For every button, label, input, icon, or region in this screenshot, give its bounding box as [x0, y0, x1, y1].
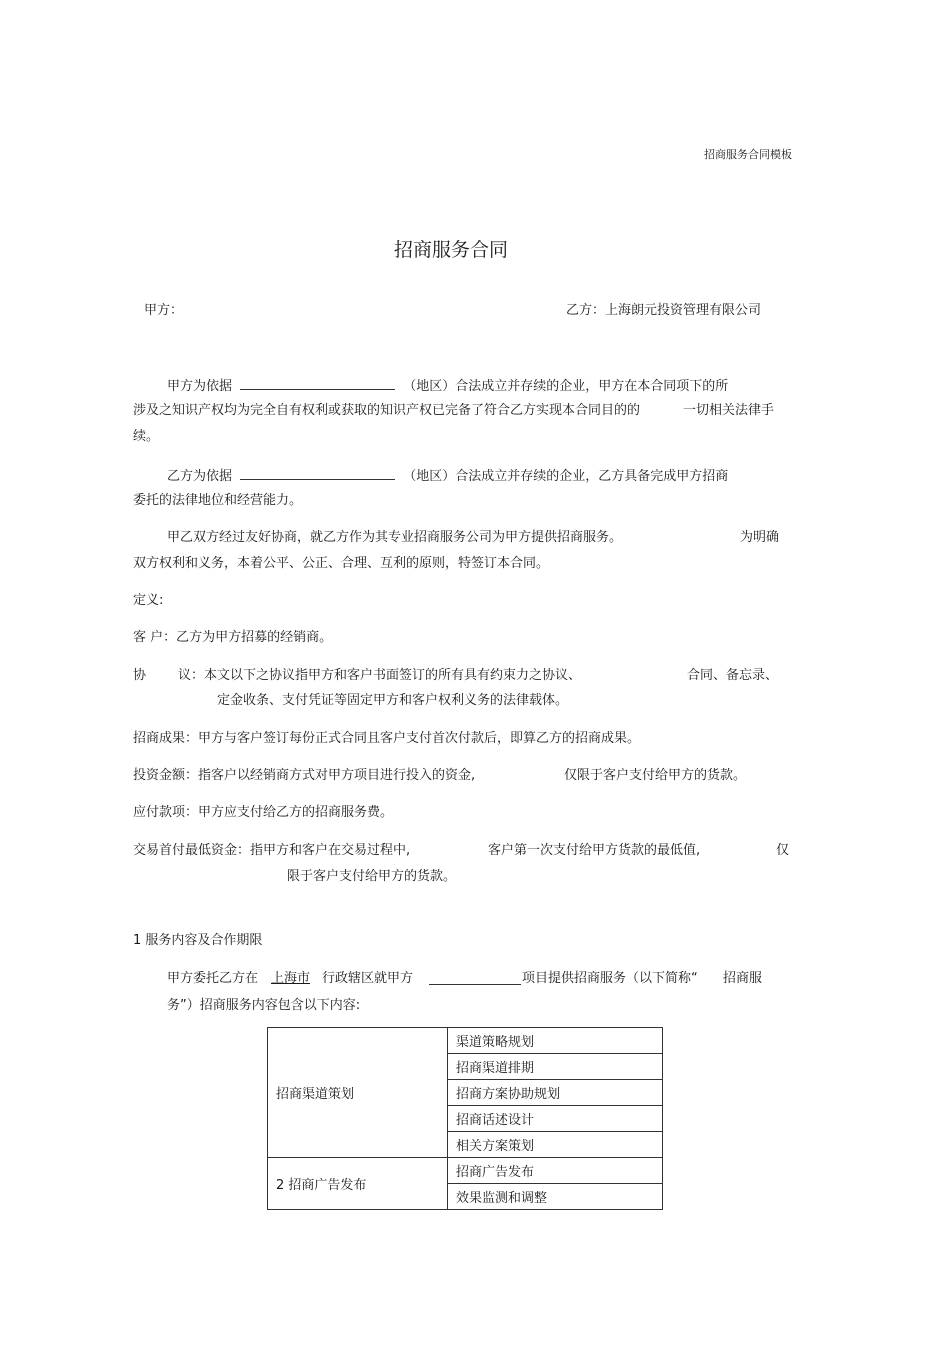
header-note: 招商服务合同模板 [704, 148, 792, 161]
table-item-cell: 效果监测和调整 [448, 1184, 663, 1210]
paragraph-3-line-1b: 为明确 [740, 530, 780, 545]
paragraph-3-line-1a: 甲乙双方经过友好协商，就乙方作为其专业招商服务公司为甲方提供招商服务。 [167, 530, 623, 545]
table-row [268, 1158, 663, 1184]
region-blank-b [240, 467, 395, 480]
table-item-cell: 相关方案策划 [448, 1132, 663, 1158]
table-row [268, 1028, 663, 1054]
definition-customer: 客 户：乙方为甲方招募的经销商。 [133, 630, 333, 645]
table-category-cell: 招商渠道策划 [268, 1028, 448, 1158]
definition-agreement-text: 议：本文以下之协议指甲方和客户书面签订的所有具有约束力之协议、 [178, 668, 582, 683]
paragraph-2-line-1 [167, 467, 728, 485]
region-blank-a [240, 377, 395, 390]
definition-investment-a: 投资金额：指客户以经销商方式对甲方项目进行投入的资金, [133, 768, 476, 783]
definition-min-payment-b: 客户第一次支付给甲方货款的最低值, [488, 843, 701, 858]
definition-payable: 应付款项：甲方应支付给乙方的招商服务费。 [133, 805, 394, 820]
paragraph-1-text-b: （地区）合法成立并存续的企业，甲方在本合同项下的所 [403, 379, 729, 394]
section-1-line-1d: 招商服 [723, 971, 763, 986]
table-item-cell: 招商方案协助规划 [448, 1080, 663, 1106]
section-1-line-1c: 项目提供招商服务（以下简称“ [522, 971, 698, 986]
definition-min-payment-a: 交易首付最低资金：指甲方和客户在交易过程中, [133, 843, 411, 858]
paragraph-2-line-2: 委托的法律地位和经营能力。 [133, 493, 303, 508]
party-a-label: 甲方： [144, 303, 184, 318]
definition-agreement-line-2: 定金收条、支付凭证等固定甲方和客户权利义务的法律载体。 [217, 693, 569, 708]
section-1-line-1a: 甲方委托乙方在 [167, 971, 259, 986]
section-1-heading: 1 服务内容及合作期限 [133, 933, 263, 948]
paragraph-1-text-a: 甲方为依据 [167, 379, 233, 394]
definitions-heading: 定义: [133, 593, 164, 608]
table-item-cell: 招商广告发布 [448, 1158, 663, 1184]
definition-agreement-label: 协 [133, 668, 147, 683]
paragraph-3-line-2: 双方权利和义务，本着公平、公正、合理、互利的原则，特签订本合同。 [133, 556, 550, 571]
document-title: 招商服务合同 [394, 239, 509, 261]
table-item-cell: 渠道策略规划 [448, 1028, 663, 1054]
table-item-cell: 招商渠道排期 [448, 1054, 663, 1080]
table-category-cell: 2 招商广告发布 [268, 1158, 448, 1210]
definition-result: 招商成果：甲方与客户签订每份正式合同且客户支付首次付款后，即算乙方的招商成果。 [133, 731, 641, 746]
definition-investment-b: 仅限于客户支付给甲方的货款。 [564, 768, 747, 783]
definition-min-payment-c: 仅 [776, 843, 790, 858]
paragraph-1-line-2a: 涉及之知识产权均为完全自有权利或获取的知识产权已完备了符合乙方实现本合同目的的 [133, 403, 641, 418]
paragraph-2-text-a: 乙方为依据 [167, 469, 233, 484]
party-b-label: 乙方：上海朗元投资管理有限公司 [566, 303, 762, 318]
service-content-table [267, 1027, 663, 1210]
section-1-line-1b: 行政辖区就甲方 [322, 971, 414, 986]
definition-agreement-tail: 合同、备忘录、 [687, 668, 779, 683]
definition-min-payment-line-2: 限于客户支付给甲方的货款。 [287, 869, 457, 884]
project-blank [429, 971, 521, 985]
table-item-cell: 招商话述设计 [448, 1106, 663, 1132]
city-field: 上海市 [271, 971, 311, 986]
paragraph-1-line-3: 续。 [133, 429, 160, 444]
paragraph-2-text-b: （地区）合法成立并存续的企业，乙方具备完成甲方招商 [403, 469, 729, 484]
paragraph-1-line-1 [167, 377, 728, 395]
section-1-line-2: 务”）招商服务内容包含以下内容: [167, 998, 361, 1013]
paragraph-1-line-2b: 一切相关法律手 [683, 403, 775, 418]
